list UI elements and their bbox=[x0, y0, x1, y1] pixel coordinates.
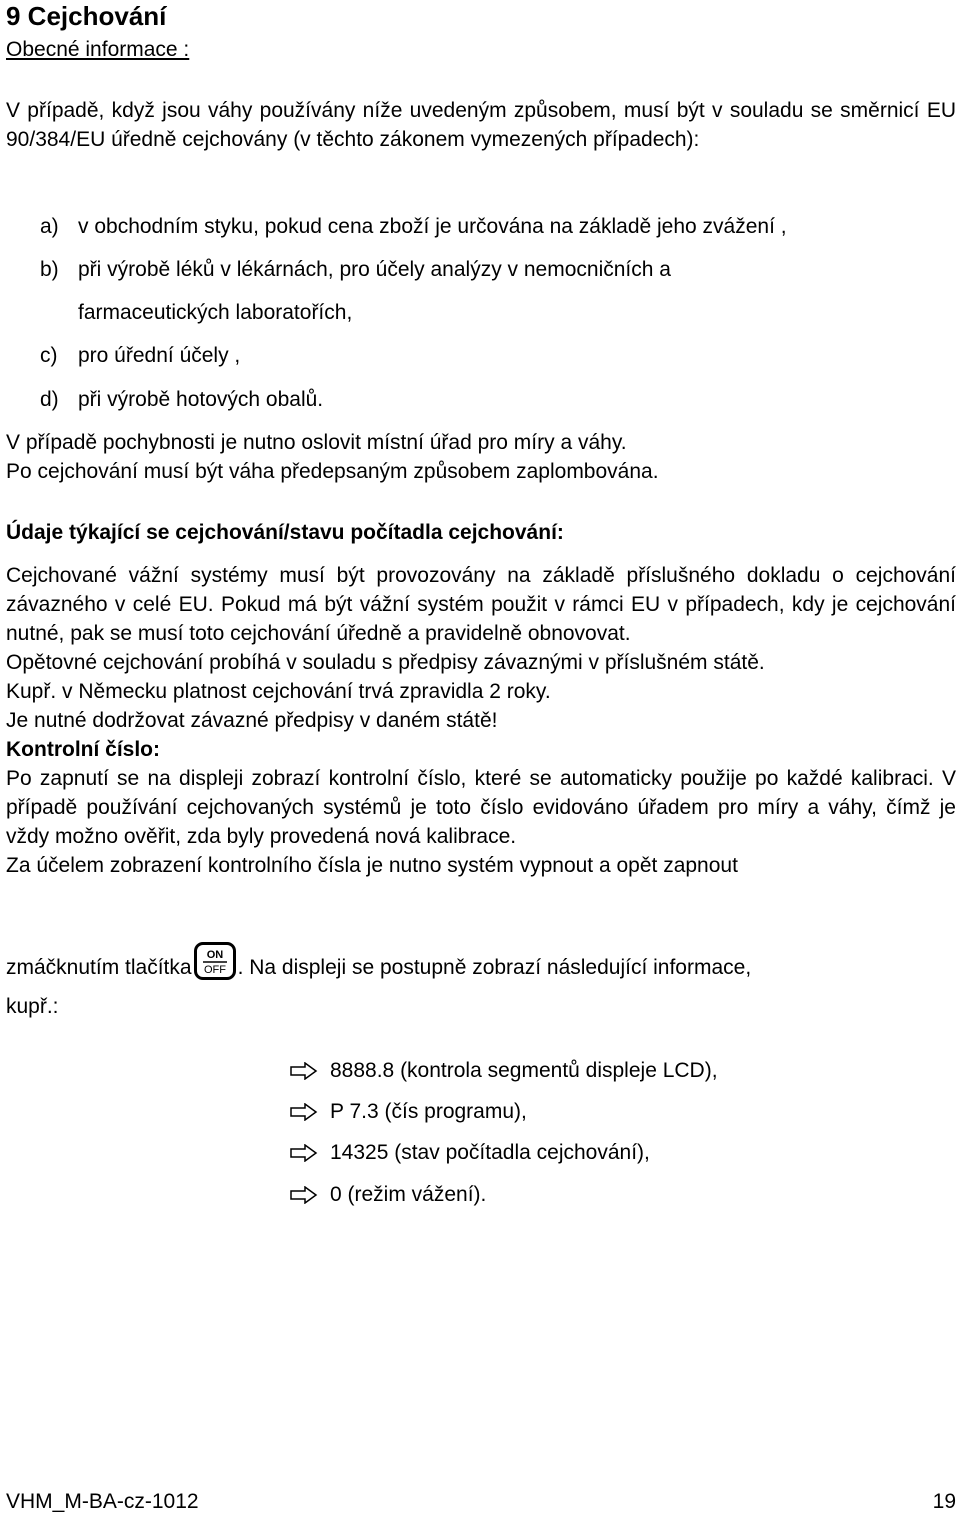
recalibration-line: Je nutné dodržovat závazné předpisy v daném státě! bbox=[6, 709, 498, 732]
list-item bbox=[40, 385, 956, 414]
list-text: pro úřední účely , bbox=[78, 344, 241, 367]
list-label: c) bbox=[40, 344, 58, 367]
page-title: 9 Cejchování bbox=[6, 1, 167, 31]
on-label: ON bbox=[206, 949, 223, 961]
counter-paragraph: Cejchované vážní systémy musí být provozovány na základě příslušného dokladu o cejchování závazného v celé EU. Pokud má být vážní systém použit v rámci EU v případech, kdy je cejchování nutné, pak se musí toto cejchování úředně a pravidelně obnovovat. bbox=[6, 564, 956, 645]
display-info-text: 14325 (stav počítadla cejchování), bbox=[330, 1141, 650, 1164]
arrow-right-icon bbox=[290, 1141, 330, 1170]
list-item-continuation bbox=[78, 298, 960, 327]
intro-paragraph: V případě, když jsou váhy používány níže uvedeným způsobem, musí být v souladu se směrnicí EU 90/384/EU úředně cejchovány (v těchto zákonem vymezených případech): bbox=[6, 99, 956, 151]
doubt-line: V případě pochybnosti je nutno oslovit místní úřad pro míry a váhy. bbox=[6, 431, 627, 454]
on-off-key-icon bbox=[194, 942, 236, 980]
display-instruction-example: kupř.: bbox=[6, 995, 59, 1018]
display-instruction-text: . Na displeji se postupně zobrazí následující informace, bbox=[237, 956, 752, 979]
display-info-item bbox=[290, 1056, 718, 1088]
list-text: při výrobě léků v lékárnách, pro účely analýzy v nemocničních a bbox=[78, 258, 671, 281]
list-item bbox=[40, 255, 956, 284]
display-info-text: 8888.8 (kontrola segmentů displeje LCD), bbox=[330, 1059, 718, 1082]
display-instruction: Za účelem zobrazení kontrolního čísla je nutno systém vypnout a opět zapnout bbox=[6, 854, 738, 877]
display-instruction-text: zmáčknutím tlačítka bbox=[6, 956, 192, 979]
list-label: a) bbox=[40, 215, 59, 238]
display-instruction-button-line bbox=[6, 938, 956, 998]
recalibration-line: Opětovné cejchování probíhá v souladu s předpisy závaznými v příslušném státě. bbox=[6, 651, 765, 674]
arrow-right-icon bbox=[290, 1100, 330, 1129]
list-item bbox=[40, 341, 956, 370]
list-text: v obchodním styku, pokud cena zboží je určována na základě jeho zvážení , bbox=[78, 215, 787, 238]
seal-line: Po cejchování musí být váha předepsaným způsobem zaplombována. bbox=[6, 460, 659, 483]
display-info-item bbox=[290, 1097, 527, 1129]
footer-page-number: 19 bbox=[932, 1490, 956, 1513]
display-info-item bbox=[290, 1138, 650, 1170]
off-label: OFF bbox=[203, 964, 226, 976]
list-label: d) bbox=[40, 388, 59, 411]
display-info-text: P 7.3 (čís programu), bbox=[330, 1100, 527, 1123]
control-paragraph: Po zapnutí se na displeji zobrazí kontrolní číslo, které se automaticky použije po každé kalibraci. V případě používání cejchovaných systémů je toto číslo evidováno úřadem pro míry a váhy, čímž je vždy možno ověřit, zda byly provedená nová kalibrace. bbox=[6, 767, 956, 848]
list-label: b) bbox=[40, 258, 59, 281]
control-heading: Kontrolní číslo: bbox=[6, 738, 160, 761]
section-subheading: Obecné informace : bbox=[6, 38, 190, 61]
list-item bbox=[40, 212, 956, 241]
counter-heading: Údaje týkající se cejchování/stavu počítadla cejchování: bbox=[6, 521, 564, 544]
list-text: při výrobě hotových obalů. bbox=[78, 388, 324, 411]
list-text: farmaceutických laboratořích, bbox=[78, 301, 353, 324]
recalibration-line: Kupř. v Německu platnost cejchování trvá zpravidla 2 roky. bbox=[6, 680, 551, 703]
arrow-right-icon bbox=[290, 1059, 330, 1088]
display-info-text: 0 (režim vážení). bbox=[330, 1183, 487, 1206]
footer-doc-id: VHM_M-BA-cz-1012 bbox=[6, 1490, 199, 1513]
display-info-item bbox=[290, 1180, 486, 1212]
arrow-right-icon bbox=[290, 1183, 330, 1212]
